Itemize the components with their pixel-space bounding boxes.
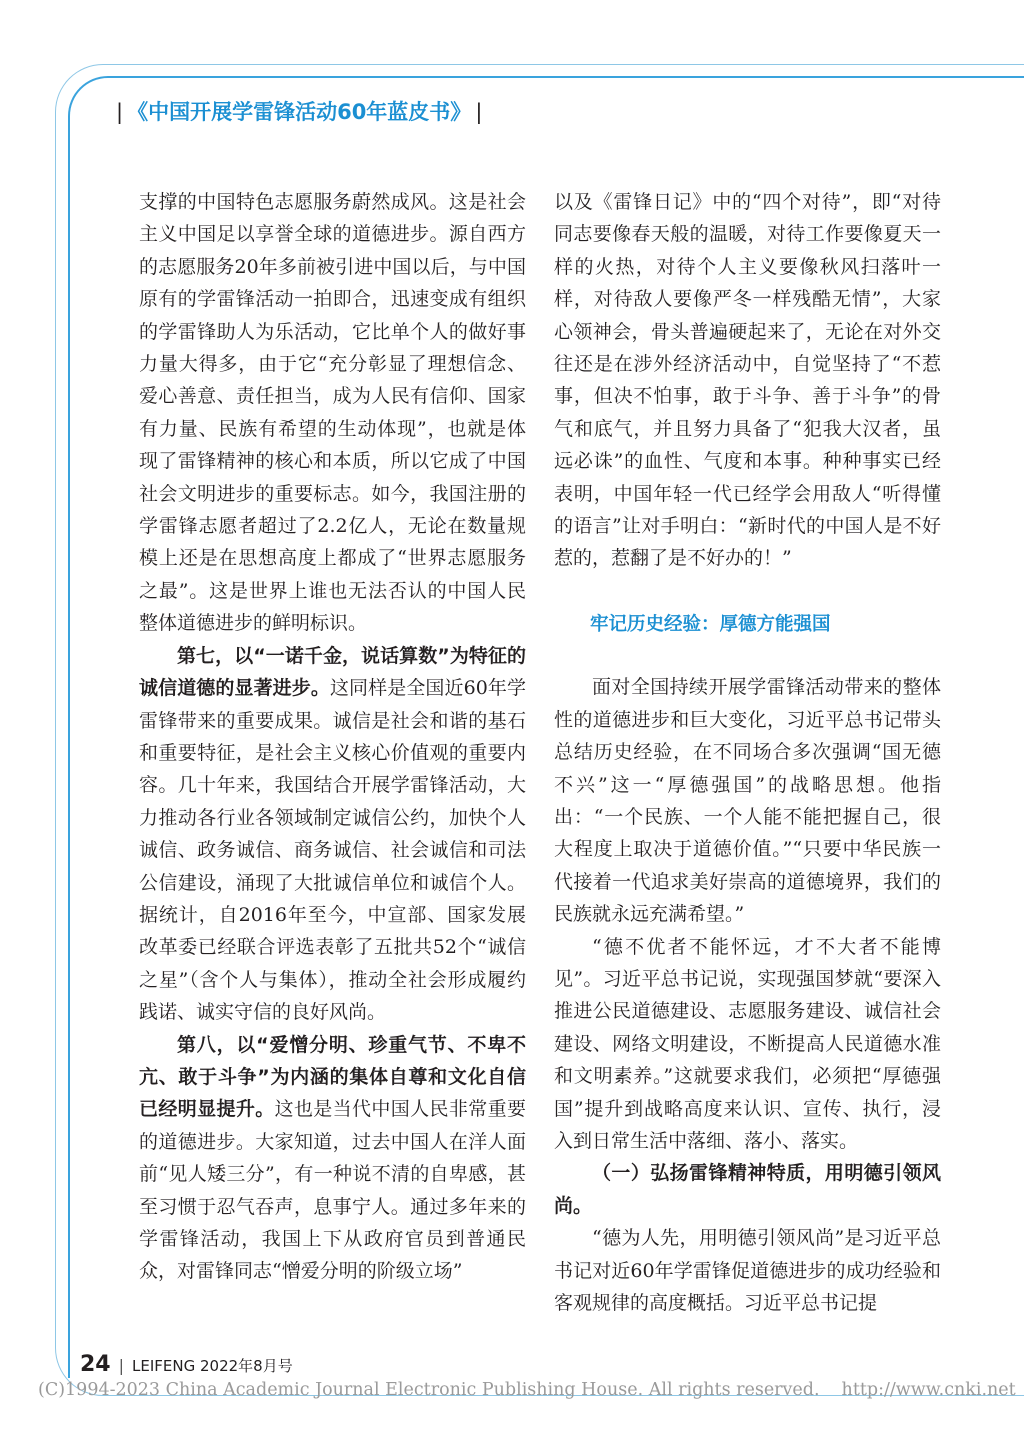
footer-separator: | <box>118 1356 125 1375</box>
copyright-watermark <box>38 1380 1016 1400</box>
journal-issue: LEIFENG 2022年8月号 <box>132 1357 293 1375</box>
copyright-text: (C)1994-2023 China Academic Journal Electronic Publishing House. All rights reserved. <box>38 1380 820 1400</box>
header-title: 《中国开展学雷锋活动60年蓝皮书》 <box>127 100 472 124</box>
eighth-point-body: 这也是当代中国人民非常重要的道德进步。大家知道，过去中国人在洋人面前“见人矮三分”，有一种说不清的自卑感，甚至习惯于忍气吞声，息事宁人。通过多年来的学雷锋活动，我国上下从政府官员到普通民众，对雷锋同志“憎爱分明的阶级立场” <box>139 1098 526 1283</box>
seventh-point-lead: 第七，以“一诺千金，说话算数”为特征的诚信道德的显著进步。 <box>139 644 526 700</box>
page-footer <box>80 1352 293 1380</box>
sub-heading-one: （一）弘扬雷锋精神特质，用明德引领风尚。 <box>554 1162 941 1217</box>
paragraph-four-treatments: 以及《雷锋日记》中的“四个对待”，即“对待同志要像春天般的温暖，对待工作要像夏天一样的火热，对待个人主义要像秋风扫落叶一样，对待敌人要像严冬一样残酷无情”，大家心领神会，骨头普遍硬起来了，无论在对外交往还是在涉外经济活动中，自觉坚持了“不惹事，但决不怕事，敢于斗争、善于斗争”的骨气和底气，并且努力具备了“犯我大汉者，虽远必诛”的血性、气度和本事。种种事实已经表明，中国年轻一代已经学会用敌人“听得懂的语言”让对手明白：“新时代的中国人是不好惹的，惹翻了是不好办的！” <box>554 191 941 570</box>
section-heading: 牢记历史经验：厚德方能强国 <box>590 613 831 635</box>
cnki-url: http://www.cnki.net <box>841 1380 1016 1400</box>
paragraph-volunteer-service: 支撑的中国特色志愿服务蔚然成风。这是社会主义中国足以享誉全球的道德进步。源自西方的志愿服务20年多前被引进中国以后，与中国原有的学雷锋活动一拍即合，迅速变成有组织的学雷锋助人为乐活动，它比单个人的做好事力量大得多，由于它“充分彰显了理想信念、爱心善意、责任担当，成为人民有信仰、国家有力量、民族有希望的生动体现”，也就是体现了雷锋精神的核心和本质，所以它成了中国社会文明进步的重要标志。如今，我国注册的学雷锋志愿者超过了2.2亿人，无论在数量规模上还是在思想高度上都成了“世界志愿服务之最”。这是世界上谁也无法否认的中国人民整体道德进步的鲜明标识。 <box>139 191 526 635</box>
seventh-point-body: 这同样是全国近60年学雷锋带来的重要成果。诚信是社会和谐的基石和重要特征，是社会主义核心价值观的重要内容。几十年来，我国结合开展学雷锋活动，大力推动各行业各领域制定诚信公约，加快个人诚信、政务诚信、商务诚信、社会诚信和司法公信建设，涌现了大批诚信单位和诚信个人。据统计，自2016年至今，中宣部、国家发展改革委已经联合评选表彰了五批共52个“诚信之星”（含个人与集体），推动全社会形成履约践诺、诚实守信的良好风尚。 <box>139 677 526 1024</box>
page-number: 24 <box>80 1352 111 1377</box>
left-column <box>139 186 526 1288</box>
eighth-point-lead: 第八，以“爱憎分明、珍重气节、不卑不亢、敢于斗争”为内涵的集体自尊和文化自信已经明显提升。 <box>139 1033 526 1121</box>
paragraph-eighth-point <box>139 1029 526 1288</box>
right-column <box>554 186 941 1319</box>
paragraph-virtue-first: “德为人先，用明德引领风尚”是习近平总书记对近60年学雷锋促道德进步的成功经验和客观规律的高度概括。习近平总书记提 <box>554 1227 941 1314</box>
running-header: | 《中国开展学雷锋活动60年蓝皮书》 | <box>116 100 483 124</box>
paragraph-historical-experience: 面对全国持续开展学雷锋活动带来的整体性的道德进步和巨大变化，习近平总书记带头总结历史经验，在不同场合多次强调“国无德不兴”这一“厚德强国”的战略思想。他指出：“一个民族、一个人能不能把握自己，很大程度上取决于道德价值。”“只要中华民族一代接着一代追求美好崇高的道德境界，我们的民族就永远充满希望。” <box>554 676 941 926</box>
paragraph-strong-nation: “德不优者不能怀远，才不大者不能博见”。习近平总书记说，实现强国梦就“要深入推进公民道德建设、志愿服务建设、诚信社会建设、网络文明建设，不断提高人民道德水准和文明素养。”这就要求我们，必须把“厚德强国”提升到战略高度来认识、宣传、执行，浸入到日常生活中落细、落小、落实。 <box>554 935 941 1152</box>
paragraph-seventh-point <box>139 640 526 1029</box>
